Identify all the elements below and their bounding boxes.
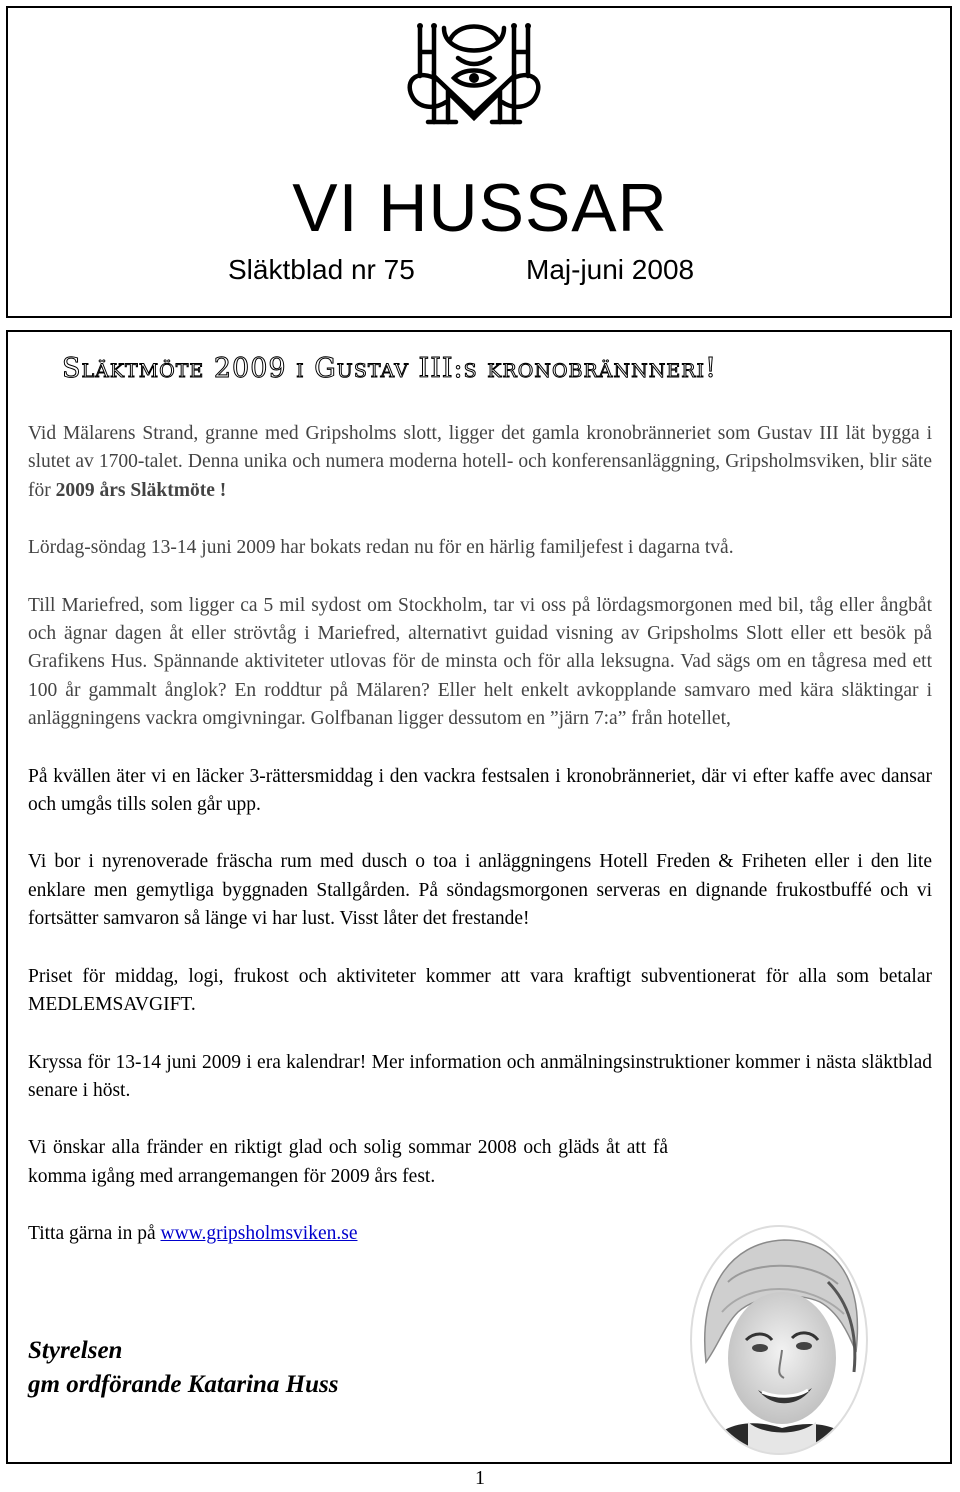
website-prefix: Titta gärna in på [28,1223,161,1245]
paragraph-accommodation: Vi bor i nyrenoverade fräscha rum med dusch o toa i anläggningens Hotell Freden & Friheten eller i den lite enklare men gemytliga byggnaden Stallgården. På söndagsmorgonen serveras en dignande frukostbuffé och vi fortsätter samvaron så länge vi har lust. Visst låter det frestande! [28,851,932,930]
paragraph-calendar: Kryssa för 13-14 juni 2009 i era kalendrar! Mer information och anmälningsinstruktioner kommer i nästa släktblad senare i höst. [28,1051,932,1101]
paragraph-program: Till Mariefred, som ligger ca 5 mil sydost om Stockholm, tar vi oss på lördagsmorgonen med bil, tåg eller ångbåt och ägnar dagen åt eller strövtåg i Mariefred, alternativt guidad visning av Gripsholms Slott eller ett besök på Grafikens Hus. Spännande aktiviteter utlovas för de minsta och för alla leksugna. Vad sägs om en tågresa med ett 100 år gammalt ånglok? En roddtur på Mälaren? Eller helt enkelt avkopplande samvaro med kära släktingar i anläggningens vackra omgivningar. Golfbanan ligger dessutom en ”järn 7:a” från hotellet, [28,594,932,730]
signature-chair: gm ordförande Katarina Huss [28,1371,339,1398]
paragraph-greeting: Vi önskar alla fränder en riktigt glad och solig sommar 2008 och gläds åt att få komma igång med arrangemangen för 2009 års fest. [28,1137,668,1187]
intro-bold-text: 2009 års Släktmöte [55,479,215,501]
newsletter-title: VI HUSSAR [292,170,668,246]
portrait-photo [688,1222,870,1458]
paragraph-intro [28,420,932,505]
paragraph-price: Priset för middag, logi, frukost och aktiviteter kommer att vara kraftigt subventionerat för alla som betalar MEDLEMSAVGIFT. [28,965,932,1016]
family-monogram-logo [398,18,550,130]
intro-text: Vid Mälarens Strand, granne med Gripsholms slott, ligger det gamla kronobränneriet som Gustav III lät bygga i slutet av 1700-talet. Denna unika och numera moderna hotell- och konferensanläggning, Gripsholmsviken, blir säte för [28,423,932,501]
page-number: 1 [475,1467,485,1489]
intro-end-text: ! [214,479,227,501]
issue-number: Släktblad nr 75 [228,254,415,285]
issue-date: Maj-juni 2008 [526,254,695,285]
article-body [28,420,932,1278]
paragraph-dates: Lördag-söndag 13-14 juni 2009 har bokats redan nu för en härlig familjefest i dagarna två. [28,537,734,559]
issue-line [0,250,960,290]
article-heading: Släktmöte 2009 i Gustav III:s kronobrännneri! [62,353,717,384]
paragraph-dinner: På kvällen äter vi en läcker 3-rättersmiddag i den vackra festsalen i kronobränneriet, där vi efter kaffe avec dansar och umgås tills solen går upp. [28,765,932,816]
website-link[interactable]: www.gripsholmsviken.se [160,1223,358,1245]
signature [28,1334,339,1402]
signature-board: Styrelsen [28,1337,123,1364]
